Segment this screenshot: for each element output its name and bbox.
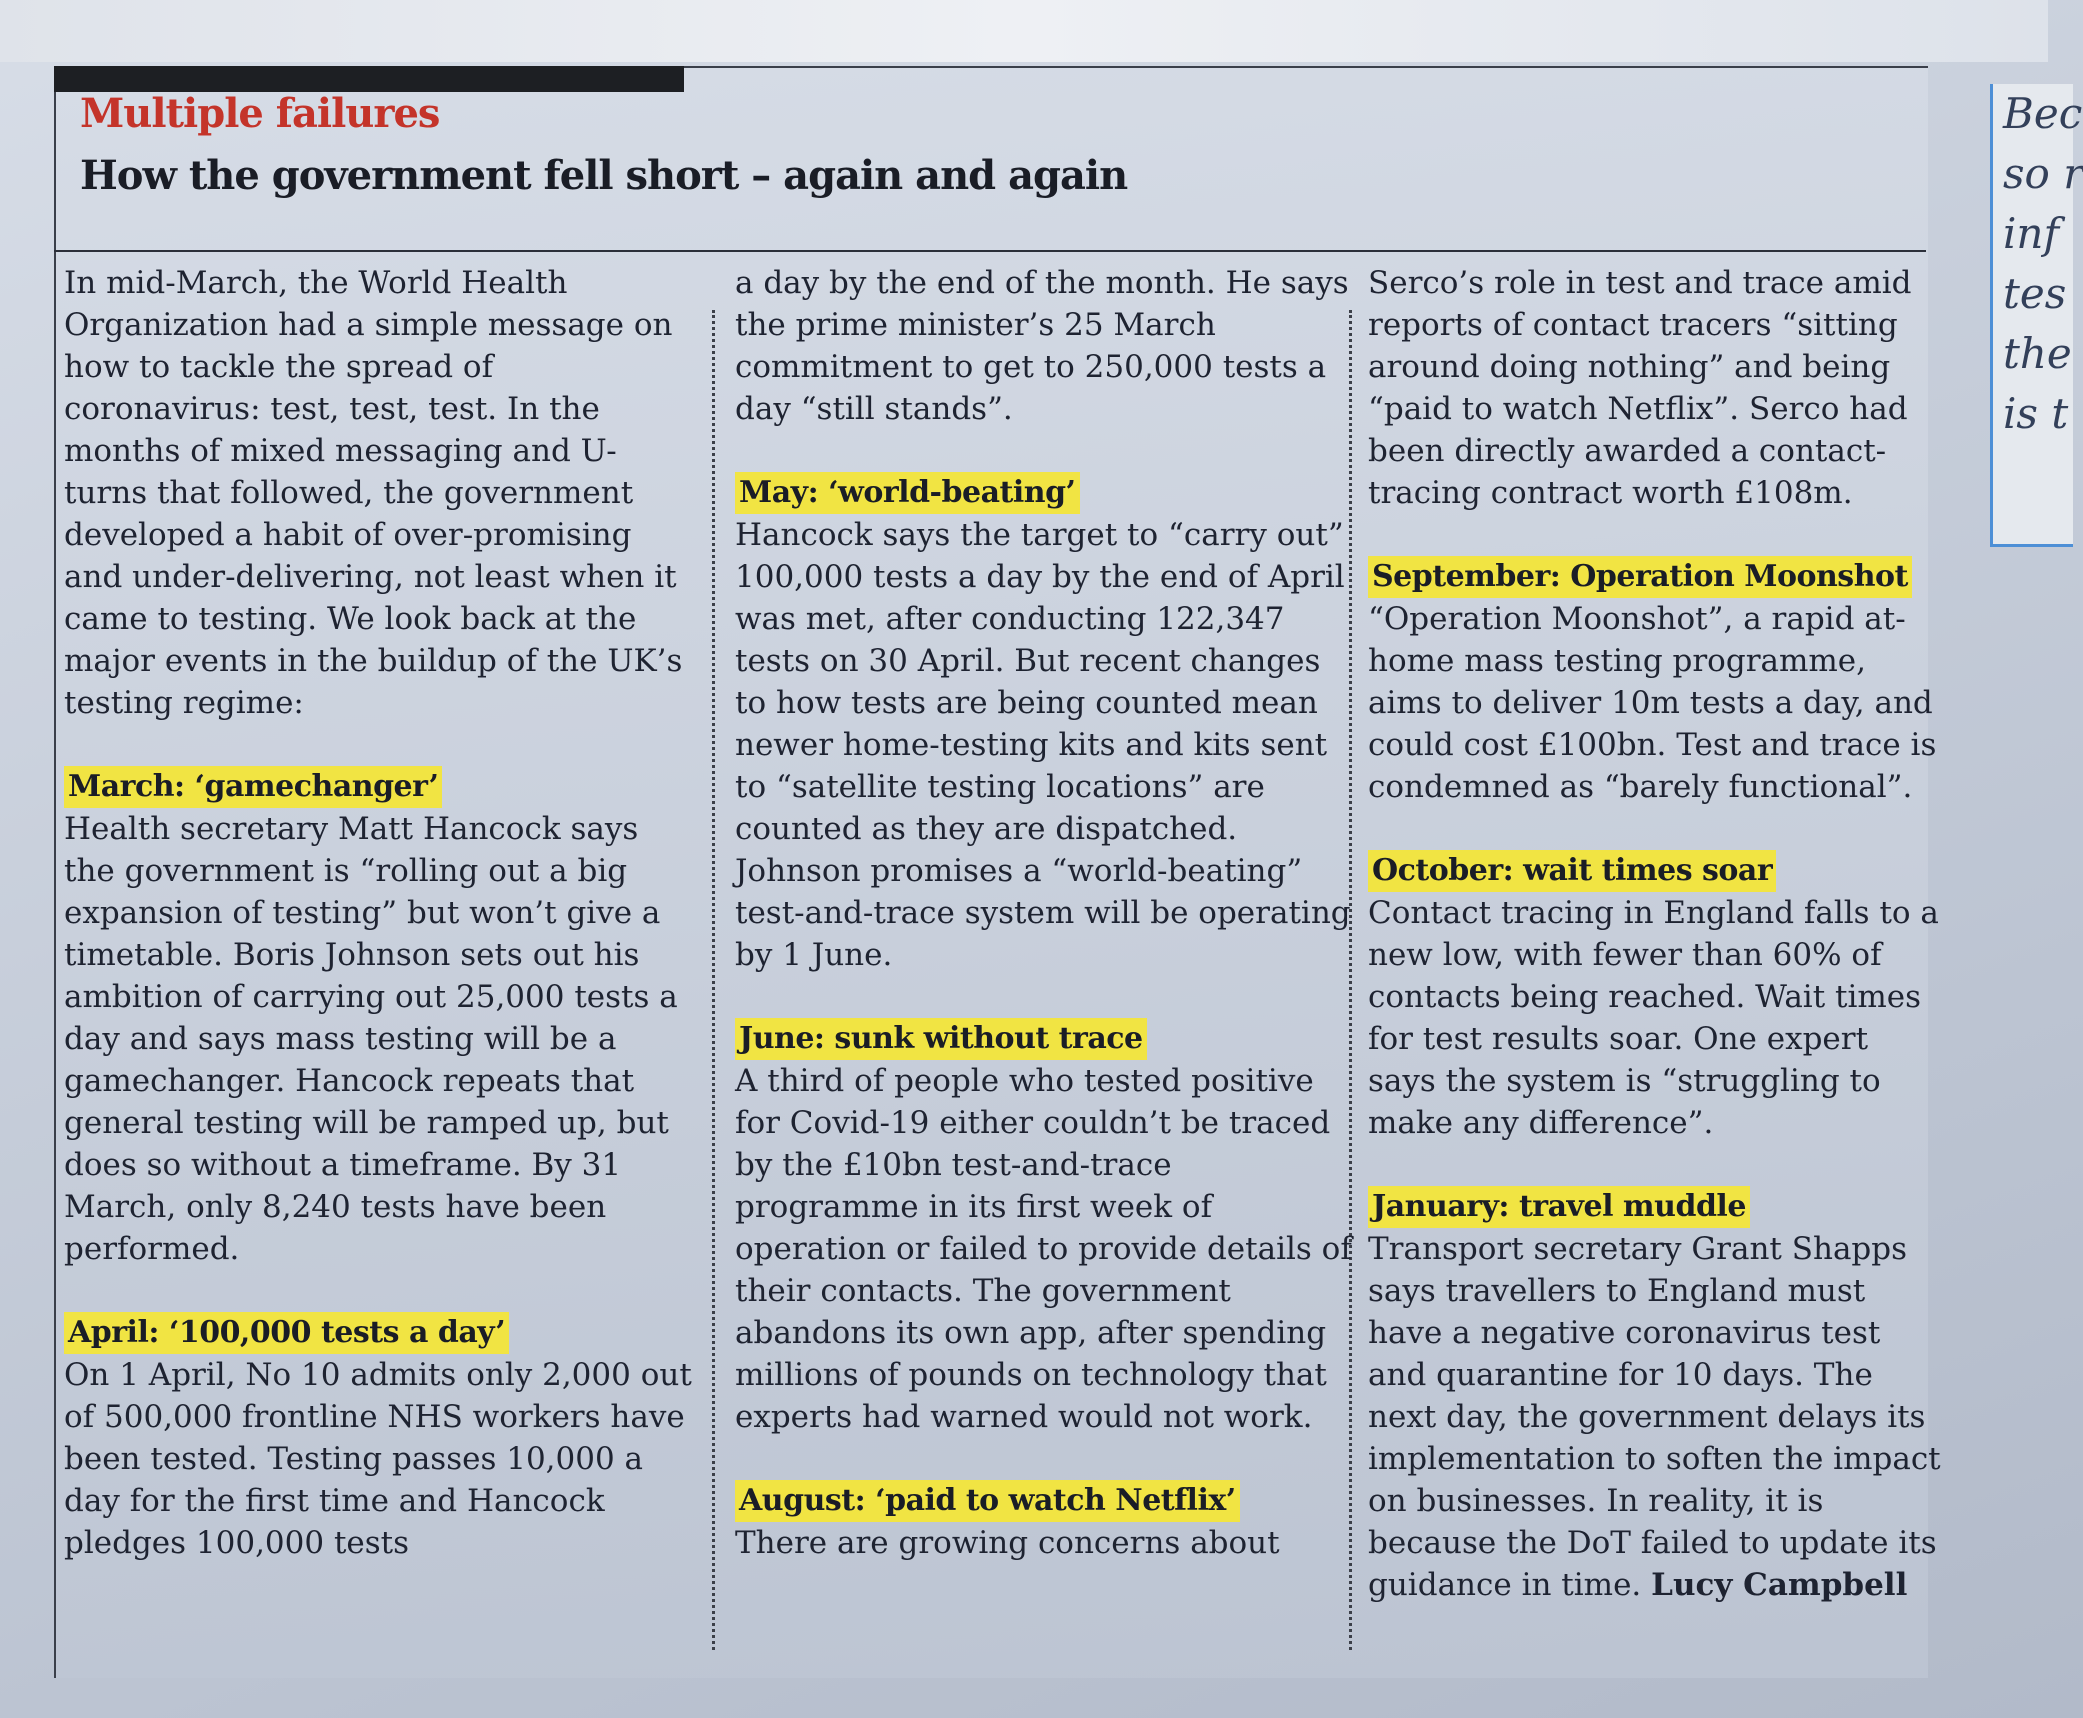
section-body: There are growing concerns about [735, 1525, 1280, 1561]
intro-paragraph: In mid-March, the World Health Organization had a simple message on how to tackle the spread of coronavirus: test, test, test. In the months of mixed messaging and U-turns that followed, the government developed a habit of over-promising and under-delivering, not least when it came to testing. We look back at the major events in the buildup of the UK’s testing regime: [64, 265, 683, 721]
header-bar [54, 66, 684, 92]
section-body: “Operation Moonshot”, a rapid at-home mass testing programme, aims to deliver 10m tests a day, and could cost £100bn. Test and trace is condemned as “barely functional”. [1368, 601, 1937, 805]
section-heading: October: wait times soar [1368, 850, 1776, 892]
section-body-continued: a day by the end of the month. He says the prime minister’s 25 March commitment to get to 250,000 tests a day “still stands”. [735, 265, 1349, 427]
section-body: Hancock says the target to “carry out” 100,000 tests a day by the end of April was met, after conducting 122,347 tests on 30 April. But recent changes to how tests are being counted mean newer home-testing kits and kits sent to “satellite testing locations” are counted as they are dispatched. Johnson promises a “world-beating” test-and-trace system will be operating by 1 June. [735, 517, 1351, 973]
column-3 [1368, 262, 1943, 1606]
section-heading: January: travel muddle [1368, 1186, 1750, 1228]
adjacent-text-line: is t [2003, 389, 2069, 438]
section-body: A third of people who tested positive for Covid-19 either couldn’t be traced by the £10bn test-and-trace programme in its first week of operation or failed to provide details of their contacts. The government abandons its own app, after spending millions of pounds on technology that experts had warned would not work. [735, 1063, 1352, 1435]
header-rule [54, 250, 1926, 252]
kicker: Multiple failures [80, 90, 440, 137]
page-edge [0, 0, 2048, 62]
column-2 [735, 262, 1355, 1564]
section-heading: April: ‘100,000 tests a day’ [64, 1312, 509, 1354]
section-body-continued: Serco’s role in test and trace amid reports of contact tracers “sitting around doing nothing” and being “paid to watch Netflix”. Serco had been directly awarded a contact-tracing contract worth £108m. [1368, 265, 1912, 511]
section-body: Health secretary Matt Hancock says the government is “rolling out a big expansion of testing” but won’t give a timetable. Boris Johnson sets out his ambition of carrying out 25,000 tests a day and says mass testing will be a gamechanger. Hancock repeats that general testing will be ramped up, but does so without a timeframe. By 31 March, only 8,240 tests have been performed. [64, 811, 678, 1267]
adjacent-text-line: the [2003, 329, 2072, 378]
adjacent-text-line: so r [2003, 149, 2083, 198]
section-body: On 1 April, No 10 admits only 2,000 out of 500,000 frontline NHS workers have been tested. Testing passes 10,000 a day for the first time and Hancock pledges 100,000 tests [64, 1357, 692, 1561]
section-body-text: Transport secretary Grant Shapps says travellers to England must have a negative coronavirus test and quarantine for 10 days. The next day, the government delays its implementation to soften the impact on businesses. In reality, it is because the DoT failed to update its guidance in time. [1368, 1231, 1941, 1603]
section-heading: June: sunk without trace [735, 1018, 1147, 1060]
adjacent-text-line: tes [2003, 269, 2067, 318]
adjacent-text-line: inf [2003, 209, 2060, 258]
adjacent-text-line: Bec [2003, 89, 2083, 138]
column-1 [64, 262, 694, 1564]
headline: How the government fell short – again and again [80, 152, 1128, 199]
section-heading: May: ‘world-beating’ [735, 472, 1080, 514]
section-body [1368, 1228, 1943, 1606]
column-divider [712, 310, 715, 1650]
section-body: Contact tracing in England falls to a new low, with fewer than 60% of contacts being reached. Wait times for test results soar. One expert says the system is “struggling to make any difference”. [1368, 895, 1939, 1141]
section-heading: August: ‘paid to watch Netflix’ [735, 1480, 1240, 1522]
adjacent-article-fragment [1990, 84, 2083, 547]
section-heading: September: Operation Moonshot [1368, 556, 1912, 598]
section-heading: March: ‘gamechanger’ [64, 766, 442, 808]
byline: Lucy Campbell [1651, 1567, 1908, 1603]
